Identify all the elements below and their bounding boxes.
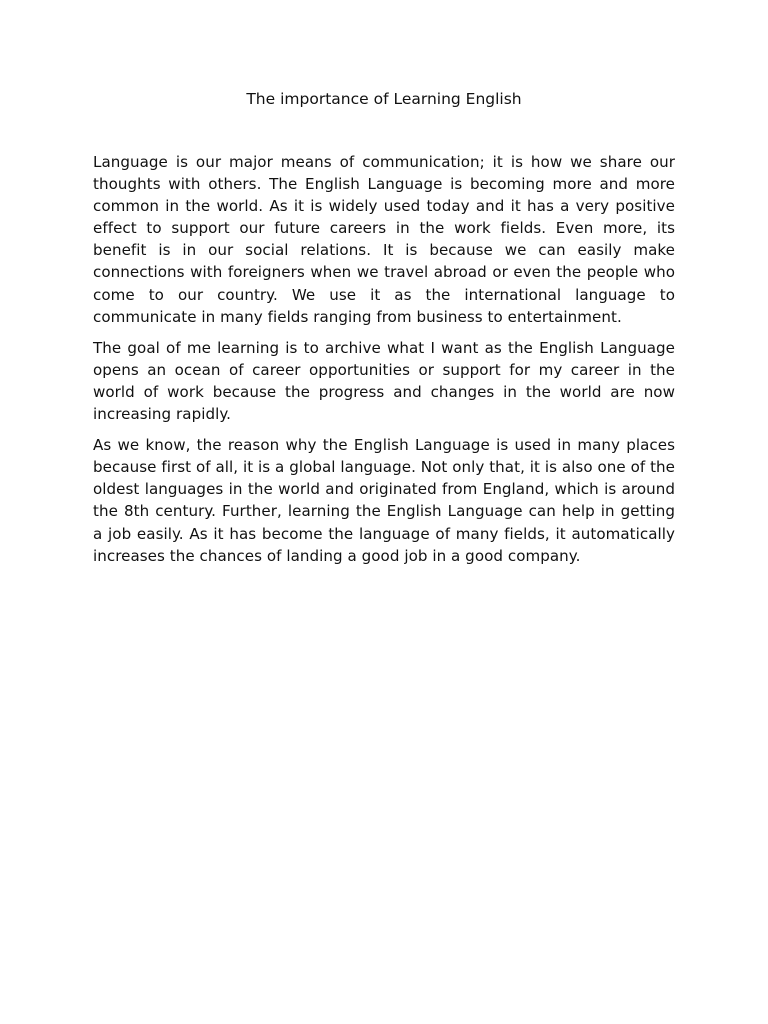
document-body — [93, 151, 675, 576]
paragraph-1: Language is our major means of communication; it is how we share our thoughts with others. The English Language is becoming more and more common in the world. As it is widely used today and it has a very positive effect to support our future careers in the work fields. Even more, its benefit is in our social relations. It is because we can easily make connections with foreigners when we travel abroad or even the people who come to our country. We use it as the international language to communicate in many fields ranging from business to entertainment. — [93, 153, 675, 326]
paragraph-3: As we know, the reason why the English Language is used in many places because first of all, it is a global language. Not only that, it is also one of the oldest languages in the world and originated from England, which is around the 8th century. Further, learning the English Language can help in getting a job easily. As it has become the language of many fields, it automatically increases the chances of landing a good job in a good company. — [93, 436, 675, 565]
paragraph-2: The goal of me learning is to archive what I want as the English Language opens an ocean of career opportunities or support for my career in the world of work because the progress and changes in the world are now increasing rapidly. — [93, 338, 675, 424]
document-title: The importance of Learning English — [246, 90, 522, 108]
